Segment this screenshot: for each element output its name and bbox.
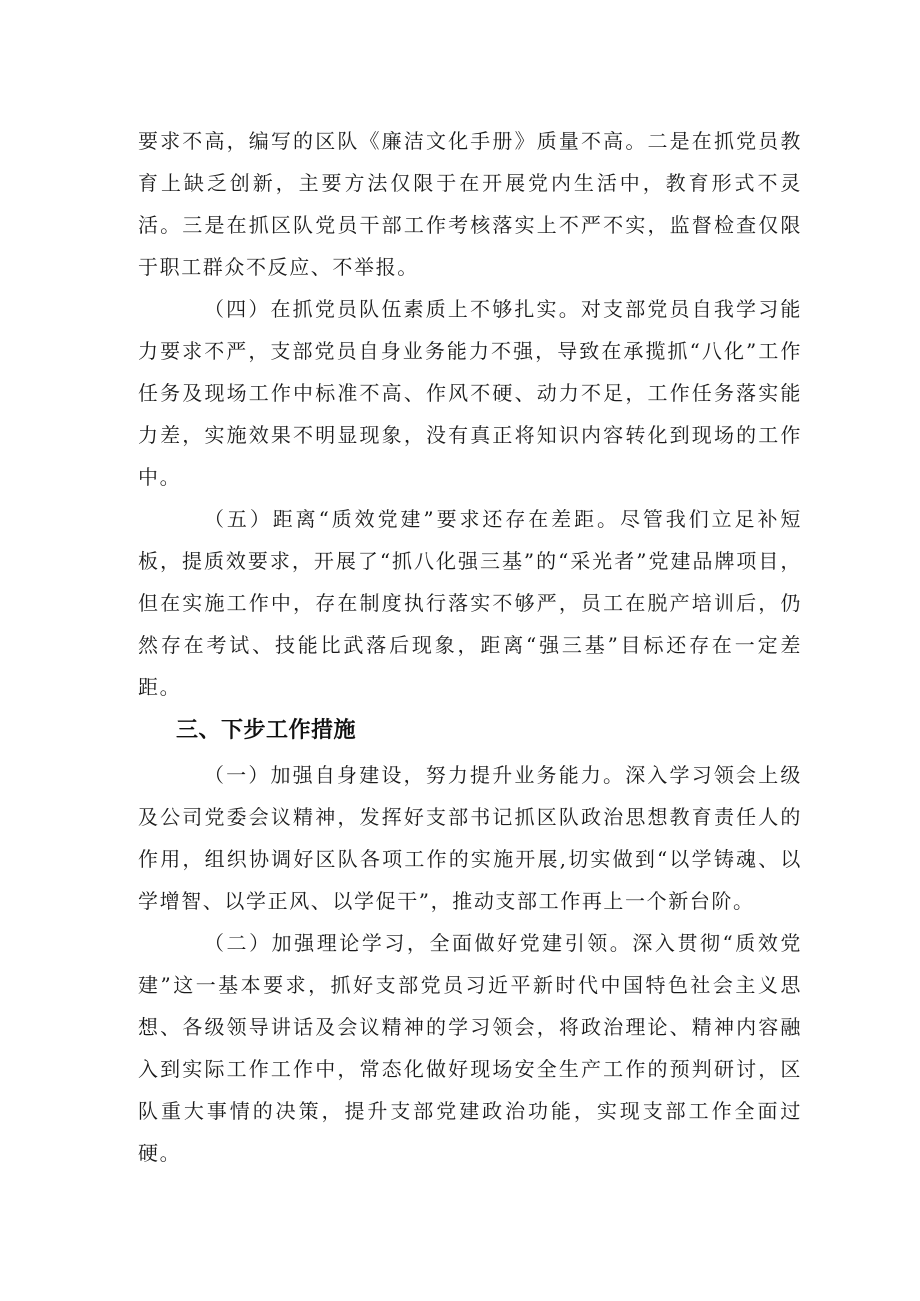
paragraph-measure-2: （二）加强理论学习，全面做好党建引领。深入贯彻“质效党建”这一基本要求，抓好支部党员习近平新时代中国特色社会主义思想、各级领导讲话及会议精神的学习领会，将政治理论、精神内容融入到实际工作工作中，常态化做好现场安全生产工作的预判研讨，区队重大事情的决策，提升支部党建政治功能，实现支部工作全面过硬。	[138, 931, 802, 1165]
section-heading-next-steps: 三、下步工作措施	[176, 718, 357, 743]
paragraph-issue-4: （四）在抓党员队伍素质上不够扎实。对支部党员自我学习能力要求不严，支部党员自身业务能力不强，导致在承揽抓“八化”工作任务及现场工作中标准不高、作风不硬、动力不足，工作任务落实能力差，实施效果不明显现象，没有真正将知识内容转化到现场的工作中。	[138, 297, 802, 489]
paragraph-issue-5: （五）距离“质效党建”要求还存在差距。尽管我们立足补短板，提质效要求，开展了“抓八化强三基”的“采光者”党建品牌项目，但在实施工作中，存在制度执行落实不够严，员工在脱产培训后，仍然存在考试、技能比武落后现象，距离“强三基”目标还存在一定差距。	[138, 507, 802, 699]
paragraph-continued: 要求不高，编写的区队《廉洁文化手册》质量不高。二是在抓党员教育上缺乏创新，主要方法仅限于在开展党内生活中，教育形式不灵活。三是在抓区队党员干部工作考核落实上不严不实，监督检查仅限于职工群众不反应、不举报。	[138, 129, 802, 279]
document-body	[138, 120, 802, 1174]
paragraph-measure-1: （一）加强自身建设，努力提升业务能力。深入学习领会上级及公司党委会议精神，发挥好支部书记抓区队政治思想教育责任人的作用，组织协调好区队各项工作的实施开展,切实做到“以学铸魂、以学增智、以学正风、以学促干”，推动支部工作再上一个新台阶。	[138, 763, 802, 913]
